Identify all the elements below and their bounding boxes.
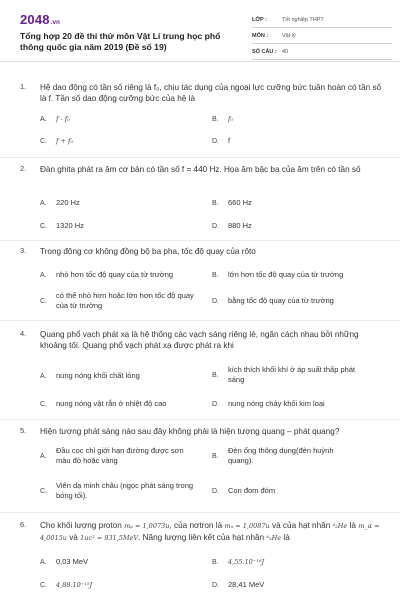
meta-label: MÔN : (252, 32, 269, 39)
option-letter: A. (40, 199, 47, 207)
option-text: f - f₀ (56, 115, 70, 123)
option-text: 880 Hz (228, 221, 252, 230)
question-number: 5. (20, 426, 27, 435)
option-text: bằng tốc độ quay của từ trường (228, 296, 334, 305)
option-d[interactable] (212, 399, 325, 409)
option-letter: C. (40, 297, 47, 305)
option-letter: B. (212, 199, 219, 207)
formula: ⁴₂He (332, 522, 348, 530)
formula: 1uc² = 931,5MeV (80, 534, 139, 542)
meta-value: Vật lý (282, 32, 296, 39)
question-text: Hiện tượng phát sáng nào sau đây không phải là hiện tượng quang – phát quang? (40, 427, 340, 436)
option-letter: D. (212, 581, 219, 589)
option-letter: D. (212, 297, 219, 305)
question-number: 2. (20, 164, 27, 173)
option-text: f (228, 136, 231, 145)
question-divider (0, 240, 400, 241)
option-a[interactable] (40, 114, 70, 124)
option-letter: B. (212, 115, 219, 123)
brand-logo[interactable] (20, 12, 60, 27)
option-d[interactable] (212, 486, 275, 496)
question-5 (20, 426, 382, 516)
meta-label: LỚP : (252, 16, 267, 23)
option-text: có thể nhỏ hơn hoặc lớn hơn tốc độ quay của từ trường (56, 291, 194, 310)
option-letter: A. (40, 372, 47, 380)
text-part: và của hạt nhân (269, 521, 333, 530)
meta-row-subject (252, 28, 392, 44)
option-a[interactable] (40, 557, 88, 567)
option-b[interactable] (212, 365, 382, 385)
option-text: 28,41 MeV (228, 580, 265, 589)
option-c[interactable] (40, 291, 212, 311)
option-letter: A. (40, 115, 47, 123)
question-6 (20, 520, 382, 598)
option-b[interactable] (212, 114, 233, 124)
question-number: 4. (20, 329, 27, 338)
question-text: Hệ dao động có tần số riêng là f₀, chịu tác dụng của ngoại lực cưỡng bức tuần hoàn có tần số là f. Tần số dao động cưỡng bức của hệ là (40, 83, 382, 103)
brand-name: 2048 (20, 12, 50, 27)
option-text: 1320 Hz (56, 221, 84, 230)
question-divider (0, 320, 400, 321)
option-a[interactable] (40, 371, 140, 381)
option-letter: B. (212, 452, 219, 460)
option-text: Đầu cọc chỉ giới hạn đường được sơn màu đỏ hoặc vàng (56, 446, 184, 465)
option-a[interactable] (40, 270, 173, 280)
option-b[interactable] (212, 557, 264, 567)
option-c[interactable] (40, 399, 166, 409)
question-divider (0, 512, 400, 513)
option-text: f₀ (228, 115, 234, 123)
header-divider (0, 61, 400, 62)
option-text: 0,03 MeV (56, 557, 89, 566)
option-b[interactable] (212, 270, 343, 280)
text-part: Cho khối lượng proton (40, 521, 125, 530)
meta-label: SỐ CÂU : (252, 48, 277, 55)
question-2 (20, 164, 382, 236)
option-d[interactable] (212, 580, 264, 590)
option-letter: D. (212, 400, 219, 408)
option-a[interactable] (40, 198, 80, 208)
question-divider (0, 157, 400, 158)
meta-value: 40 (282, 48, 289, 55)
formula: ⁴₂He (266, 534, 282, 542)
option-text: 660 Hz (228, 198, 252, 207)
option-d[interactable] (212, 296, 334, 306)
option-c[interactable] (40, 136, 73, 146)
option-text: f + f₀ (56, 137, 73, 145)
option-letter: D. (212, 487, 219, 495)
option-c[interactable] (40, 580, 92, 590)
option-letter: B. (212, 558, 219, 566)
option-b[interactable] (212, 198, 252, 208)
option-letter: C. (40, 487, 47, 495)
option-a[interactable] (40, 446, 212, 466)
option-text: 220 Hz (56, 198, 80, 207)
text-part: là (281, 533, 290, 542)
formula: mₚ = 1,0073u (124, 522, 170, 530)
option-text: nung nóng chảy khối kim loại (228, 399, 325, 408)
option-c[interactable] (40, 221, 84, 231)
option-text: 4,88.10⁻¹⁵J (56, 581, 93, 589)
option-letter: C. (40, 581, 47, 589)
question-1 (20, 82, 382, 154)
question-number: 1. (20, 82, 27, 91)
formula: mₙ = 1,0087u (224, 522, 270, 530)
option-d[interactable] (212, 221, 252, 231)
option-letter: C. (40, 137, 47, 145)
question-number: 6. (20, 520, 27, 529)
option-text: nung nóng khối chất lỏng (56, 371, 140, 380)
question-text: Trong động cơ không đồng bộ ba pha, tốc độ quay của rôto (40, 247, 256, 256)
option-letter: D. (212, 222, 219, 230)
text-part: . Năng lượng liên kết của hạt nhân (138, 533, 267, 542)
question-4 (20, 329, 382, 419)
option-text: Đèn ống thông dụng(đèn huỳnh quang). (228, 446, 334, 465)
option-letter: A. (40, 452, 47, 460)
meta-panel (252, 12, 392, 60)
option-letter: B. (212, 371, 219, 379)
question-3 (20, 246, 382, 324)
option-c[interactable] (40, 481, 212, 501)
option-text: kích thích khối khí ở áp suất thấp phát sáng (228, 365, 356, 384)
question-text: Quang phổ vạch phát xạ là hệ thống các vạch sáng riêng lẻ, ngăn cách nhau bởi những khoảng tối. Quang phổ vạch phát xạ được phát ra khi (40, 330, 359, 350)
option-text: 4,55.10⁻¹⁸J (228, 558, 265, 566)
option-d[interactable] (212, 136, 230, 146)
meta-value: Tốt nghiệp THPT (282, 16, 324, 23)
formula: m_α = 4,0015u (40, 522, 380, 542)
brand-suffix: .vn (50, 20, 61, 26)
option-letter: A. (40, 271, 47, 279)
meta-row-class (252, 12, 392, 28)
document-title: Tổng hợp 20 đề thi thử môn Vật Lí trung học phổ thông quốc gia năm 2019 (Đề số 19) (20, 31, 221, 52)
option-text: nhỏ hơn tốc độ quay của từ trường (56, 270, 174, 279)
question-number: 3. (20, 246, 27, 255)
question-text: Đàn ghita phát ra âm cơ bản có tần số f = 440 Hz. Họa âm bậc ba của âm trên có tần số (40, 165, 361, 174)
meta-row-count (252, 44, 392, 60)
option-text: Viên dạ minh châu (ngọc phát sáng trong bóng tối). (56, 481, 194, 500)
option-text: nung nóng vật rắn ở nhiệt độ cao (56, 399, 167, 408)
question-text (40, 520, 382, 544)
document-header (20, 10, 385, 60)
option-letter: A. (40, 558, 47, 566)
question-divider (0, 419, 400, 420)
option-text: lớn hơn tốc độ quay của từ trường (228, 270, 344, 279)
text-part: và (66, 533, 81, 542)
text-part: là (347, 521, 359, 530)
option-letter: B. (212, 271, 219, 279)
option-letter: C. (40, 222, 47, 230)
option-b[interactable] (212, 446, 382, 466)
option-letter: D. (212, 137, 219, 145)
option-letter: C. (40, 400, 47, 408)
option-text: Con đom đóm (228, 486, 276, 495)
text-part: , của nơtron là (169, 521, 225, 530)
